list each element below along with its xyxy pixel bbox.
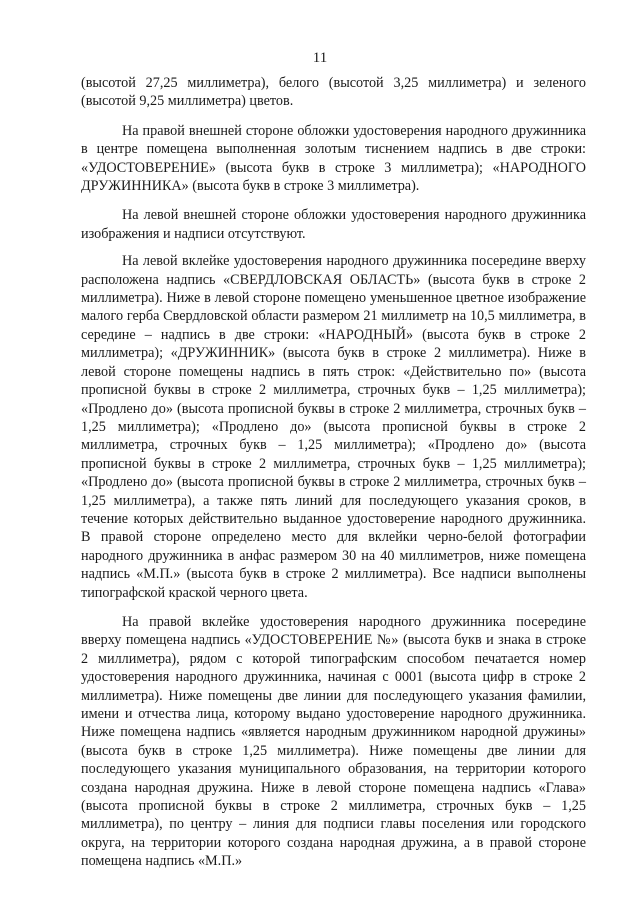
paragraph-left-insert: На левой вклейке удостоверения народного дружинника посередине вверху расположена надпись «СВЕРДЛОВСКАЯ ОБЛАСТЬ» (высота букв в строке 2 миллиметра). Ниже в левой стороне помещено уменьшенное цветное изображение малого герба Свердловской области размером 21 миллиметр на 10,5 миллиметра, в середине – надпись в две строки: «НАРОДНЫЙ» (высота букв в строке 2 миллиметра); «ДРУЖИННИК» (высота букв в строке 2 миллиметра). Ниже в левой стороне помещены надпись в пять строк: «Действительно по» (высота прописной буквы в строке 2 миллиметра, строчных букв – 1,25 миллиметра); «Продлено до» (высота прописной буквы в строке 2 миллиметра, строчных букв – 1,25 миллиметра); «Продлено до» (высота прописной буквы в строке 2 миллиметра, строчных букв – 1,25 миллиметра); «Продлено до» (высота прописной буквы в строке 2 миллиметра, строчных букв – 1,25 миллиметра); «Продлено до» (высота прописной буквы в строке 2 миллиметра, строчных букв – 1,25 миллиметра), а также пять линий для последующего указания сроков, в течение которых действительно выданное удостоверение народного дружинника. В правой стороне определено место для вклейки черно-белой фотографии народного дружинника в анфас размером 30 на 40 миллиметров, ниже помещена надпись «М.П.» (высота букв в строке 2 миллиметра). Все надписи выполнены типографской краской черного цвета. (81, 253, 586, 601)
document-body (81, 74, 586, 871)
paragraph-right-insert: На правой вклейке удостоверения народного дружинника посередине вверху помещена надпись «УДОСТОВЕРЕНИЕ №» (высота букв и знака в строке 2 миллиметра), рядом с которой типографским способом печатается номер удостоверения народного дружинника, начиная с 0001 (высота цифр в строке 2 миллиметра). Ниже помещены две линии для последующего указания фамилии, имени и отчества лица, которому выдано удостоверение народного дружинника. Ниже помещена надпись «является народным дружинником народной дружины» (высота букв в строке 1,25 миллиметра). Ниже помещены две линии для последующего указания муниципального образования, на территории которого создана народная дружина. Ниже в левой стороне помещена надпись «Глава» (высота прописной буквы в строке 2 миллиметра, строчных букв – 1,25 миллиметра), по центру – линия для подписи главы поселения или городского округа, на территории которого создана народная дружина, а в правой стороне помещена надпись «М.П.» (81, 613, 586, 870)
page-number: 11 (312, 50, 328, 66)
paragraph-cover-left: На левой внешней стороне обложки удостоверения народного дружинника изображения и надписи отсутствуют. (81, 207, 586, 242)
paragraph-continuation: (высотой 27,25 миллиметра), белого (высотой 3,25 миллиметра) и зеленого (высотой 9,25 миллиметра) цветов. (81, 75, 586, 110)
paragraph-cover-right: На правой внешней стороне обложки удостоверения народного дружинника в центре помещена выполненная золотым тиснением надпись в две строки: «УДОСТОВЕРЕНИЕ» (высота букв в строке 3 миллиметра); «НАРОДНОГО ДРУЖИННИКА» (высота букв в строке 3 миллиметра). (81, 122, 586, 195)
